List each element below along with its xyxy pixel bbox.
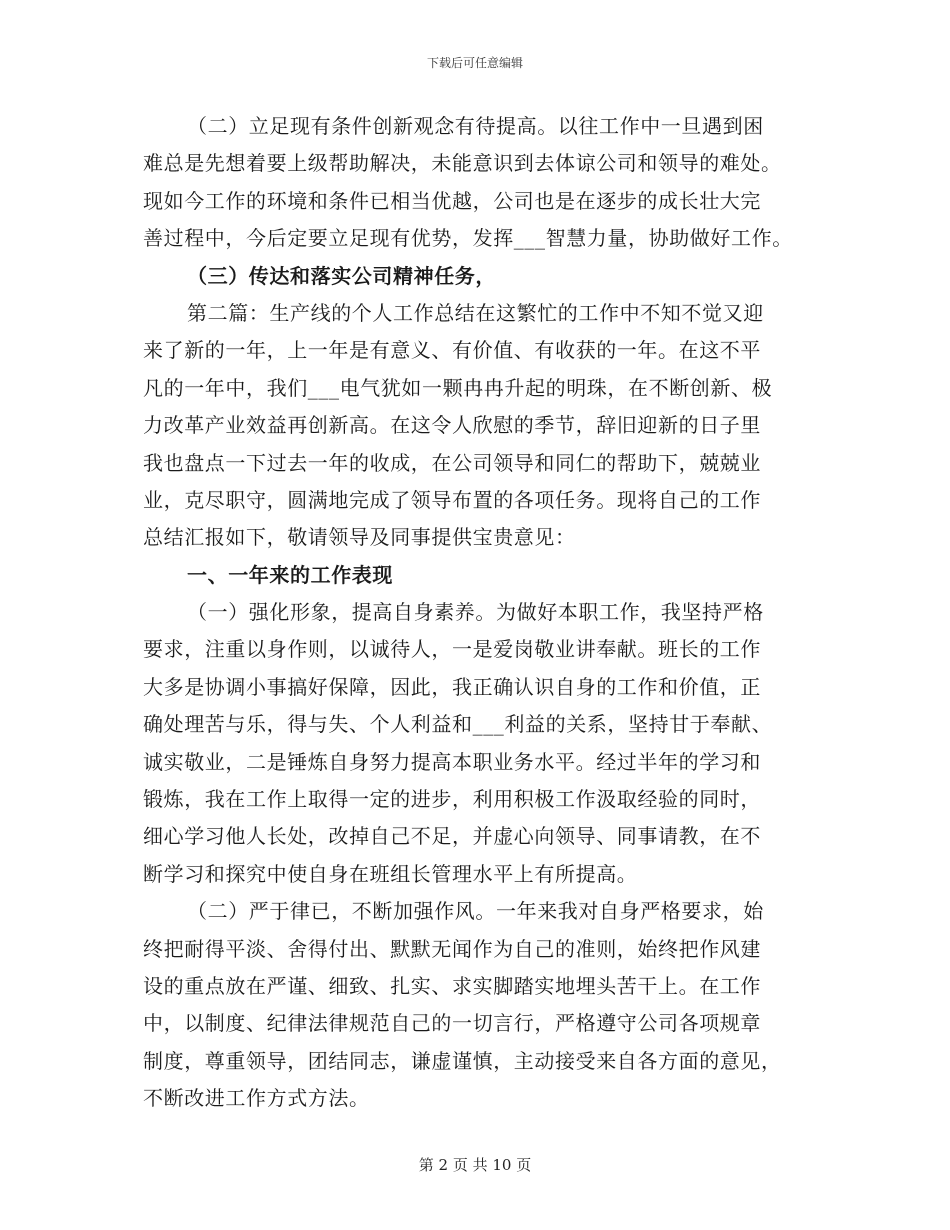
paragraph-line: 来了新的一年，上一年是有意义、有价值、有收获的一年。在这不平: [143, 338, 761, 363]
paragraph-line: 细心学习他人长处，改掉自己不足，并虚心向领导、同事请教，在不: [143, 824, 761, 849]
paragraph-line: 大多是协调小事搞好保障，因此，我正确认识自身的工作和价值，正: [143, 674, 761, 699]
paragraph-line: 我也盘点一下过去一年的收成，在公司领导和同仁的帮助下，兢兢业: [143, 450, 761, 475]
paragraph-line: （二）立足现有条件创新观念有待提高。以往工作中一旦遇到困: [187, 114, 764, 138]
section-heading-line: （三）传达和落实公司精神任务，: [187, 263, 496, 288]
paragraph-line: （二）严于律已，不断加强作风。一年来我对自身严格要求，始: [187, 899, 764, 924]
paragraph-line: 中，以制度、纪律法律规范自己的一切言行，严格遵守公司各项规章: [143, 1011, 761, 1036]
paragraph-line: 第二篇：生产线的个人工作总结在这繁忙的工作中不知不觉又迎: [187, 300, 764, 325]
paragraph-line: 设的重点放在严谨、细致、扎实、求实脚踏实地埋头苦干上。在工作: [143, 973, 761, 998]
paragraph-line: 断学习和探究中使自身在班组长管理水平上有所提高。: [143, 861, 638, 886]
paragraph-line: 凡的一年中，我们___电气犹如一颗冉冉升起的明珠，在不断创新、极: [143, 375, 773, 400]
paragraph-line: 不断改进工作方式方法。: [143, 1086, 370, 1111]
document-body: [143, 108, 823, 1118]
paragraph-line: 锻炼，我在工作上取得一定的进步，利用积极工作汲取经验的同时，: [143, 787, 761, 812]
paragraph-line: （一）强化形象，提高自身素养。为做好本职工作，我坚持严格: [187, 600, 764, 625]
paragraph-line: 善过程中，今后定要立足现有优势，发挥___智慧力量，协助做好工作。: [143, 226, 793, 251]
paragraph-line: 终把耐得平淡、舍得付出、默默无闻作为自己的准则，始终把作风建: [143, 936, 761, 961]
paragraph-line: 业，克尽职守，圆满地完成了领导布置的各项任务。现将自己的工作: [143, 487, 761, 512]
paragraph-line: 制度，尊重领导，团结同志，谦虚谨慎，主动接受来自各方面的意见，: [143, 1048, 782, 1073]
page-header-note: 下载后可任意编辑: [426, 56, 523, 70]
paragraph-line: 诚实敬业，二是锤炼自身努力提高本职业务水平。经过半年的学习和: [143, 749, 761, 774]
paragraph-line: 难总是先想着要上级帮助解决，未能意识到去体谅公司和领导的难处。: [143, 151, 782, 176]
paragraph-line: 确处理苦与乐，得与失、个人利益和___利益的关系，坚持甘于奉献、: [143, 712, 773, 737]
paragraph-line: 现如今工作的环境和条件已相当优越，公司也是在逐步的成长壮大完: [143, 188, 761, 213]
paragraph-line: 力改革产业效益再创新高。在这令人欣慰的季节，辞旧迎新的日子里: [143, 413, 761, 438]
paragraph-line: 要求，注重以身作则，以诚待人，一是爱岗敬业讲奉献。班长的工作: [143, 637, 761, 662]
paragraph-line: 总结汇报如下，敬请领导及同事提供宝贵意见：: [143, 525, 576, 550]
section-heading-line: 一、一年来的工作表现: [187, 562, 393, 587]
page-number: 第 2 页 共 10 页: [418, 1156, 532, 1174]
